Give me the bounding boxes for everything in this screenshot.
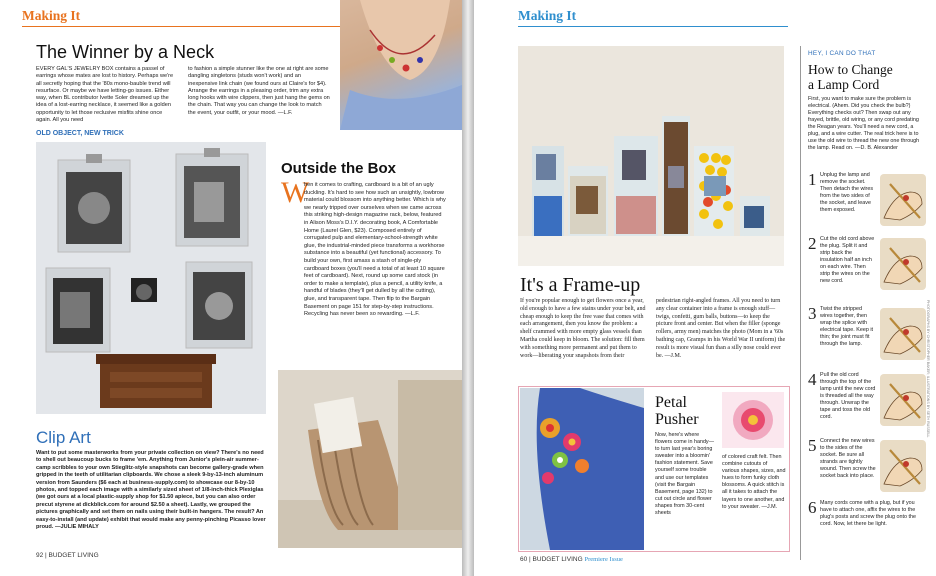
step-number-3: 3 <box>808 304 817 323</box>
gallery-illustration <box>36 142 266 414</box>
step-text-3: Twist the stripped wires together, then wrap the splice with electrical tape. Keep it thin; the joint must fit through the lamp. <box>820 306 874 347</box>
winner-col2: to fashion a simple stunner like the one at right are some dangling singletons (studs won't work) and an inexpensive link chain (we found ours at Claire's for $4). Arrange the earrings in a pleasing order, trim any extra long hooks with wire clippers, then just hang the gems on the chain. That way you can change the look to match the event, your outfit, or your mood. —L.F. <box>188 66 330 116</box>
vases-photo <box>518 46 784 266</box>
petal-title <box>655 394 699 428</box>
left-page <box>0 0 462 576</box>
clipboard-gallery-photo <box>36 142 266 414</box>
petal-title-line1: Petal <box>655 394 687 411</box>
right-folio: 60 | BUDGET LIVING Premiere Issue <box>520 556 623 563</box>
winner-col1: EVERY GAL'S JEWELRY BOX contains a passel of earrings whose mates are lost to history. Perhaps we're all secretly hoping that the '80s mono-bauble trend will resurface. Or maybe we have letting-go issues. Either way, when BL contributor Ivette Soler dreamed up the idea of a lost-earring necklace, it seemed like a golden opportunity to let those reclusive misfits shine once again. All you need <box>36 66 174 124</box>
kicker-rule <box>22 26 342 27</box>
step-illustration-3 <box>880 308 926 360</box>
right-page <box>474 0 936 576</box>
winner-title: The Winner by a Neck <box>36 42 215 62</box>
sweater-illustration <box>520 388 644 550</box>
step-number-1: 1 <box>808 170 817 189</box>
step-text-1: Unplug the lamp and remove the socket. Then detach the wires from the two sides of the socket, and leave them exposed. <box>820 172 874 213</box>
step-illustration-2 <box>880 238 926 290</box>
step-text-6: Many cords come with a plug, but if you have to attach one, affix the wires to the plug's posts and screw the plug onto the cord. Now, let there be light. <box>820 500 917 527</box>
step-illustration-1 <box>880 174 926 226</box>
box-body: hen it comes to crafting, cardboard is a bit of an ugly duckling. It's hard to see how such an unsightly, lowbrow material could blossom into anything better. Which is why we nearly tripped over ourselves when we came across this striking high-design magazine rack, below, featured in Alison Moss's D.I.Y. decorating book, A Comfortable Home (Laurel Glen, $23). Composed entirely of corrugated pulp and elementary-school-strength white glue, the industrial-minded piece transforms a workhorse substance into a beautiful (yet functional) accessory. To build your own, first amass a stash of single-ply cardboard boxes (you'll need a total of at least 10 square feet of cardboard). Next, round up some card stock (in order to make a template), plus a pencil, a utility knife, a handful of blades (they'll get dulled by all the cutting), glue, and transparent tape. Then flip to the Bargain Basement on page 151 for step-by-step instructions. Recycling has never been so rewarding. —L.F. <box>304 182 446 318</box>
left-folio-number: 92 <box>36 552 44 559</box>
clip-body: Want to put some masterworks from your private collection on view? There's no need to shell out beaucoup bucks to frame 'em. Anything from Junior's plein-air summer-camp scribbles to your own Stieglitz-style snapshots can become gallery-grade when gripped in the teeth of utilitarian clipboards. We chose a sleek 9-by-13-inch aluminum version from Saunders ($6 each at business-supply.com) to showcase our 8-by-10 photos, and topped each image with a similarly sized sheet of 1/8-inch-thick Plexiglas (we got ours at a local plastic-supply shop for $1.50 apiece, but you can also order precut styrene at dickblick.com for around $2.50 a sheet). Lastly, we grouped the pictures graphically and set them on nails using their built-in hangers. The result? An easy-to-install (and update) exhibit that would make any penny-pinching Picasso lover proud. —JULIE MIHALY <box>36 450 266 531</box>
lamp-title-line1: How to Change <box>808 62 893 77</box>
frame-col1: If you're popular enough to get flowers once a year, old enough to have a few stains under your belt, and cheap enough to keep the free vase that comes with each arrangement, then you know the problem: a shelf crammed with more empty glass vessels than Martha could keep in bloom. The solution: fill them with something more permanent and put them to work—liberating your snapshots from their <box>520 298 646 359</box>
box-title: Outside the Box <box>281 160 397 177</box>
lamp-title <box>808 62 893 92</box>
step-number-4: 4 <box>808 370 817 389</box>
step-number-6: 6 <box>808 498 817 517</box>
right-folio-issue: Premiere Issue <box>584 556 623 563</box>
right-folio-name: BUDGET LIVING <box>532 556 583 563</box>
clip-title: Clip Art <box>36 428 91 447</box>
spine-gutter <box>462 0 474 576</box>
step-text-2: Cut the old cord above the plug. Split it and strip back the insulation half an inch on each wire. Then strip the wires on the new cord. <box>820 236 875 284</box>
step-number-5: 5 <box>808 436 817 455</box>
section-label: OLD OBJECT, NEW TRICK <box>36 130 124 137</box>
vases-illustration <box>518 46 784 266</box>
step-text-5: Connect the new wires to the sides of the socket. Be sure all strands are tightly wound. Then screw the socket back into place. <box>820 438 876 479</box>
necklace-illustration <box>340 0 462 130</box>
lamp-intro: First, you want to make sure the problem is electrical. (Ahem. Did you check the bulb?) Everything checks out? Then swap out any frayed, brittle, old wiring, or any cord predating the Reagan years. You'll need a new cord, a plug, and a wire cutter. The real trick here is to use the old wire to thread the new one through the lamp. Read on. —D. B. Alexander <box>808 96 920 151</box>
left-folio-name: BUDGET LIVING <box>48 552 99 559</box>
step-illustration-5 <box>880 440 926 492</box>
necklace-photo <box>340 0 462 130</box>
rack-illustration <box>278 370 462 548</box>
left-folio: 92 | BUDGET LIVING <box>36 552 99 559</box>
frame-title: It's a Frame-up <box>520 274 641 296</box>
left-kicker: Making It <box>22 8 81 23</box>
sweater-photo <box>520 388 644 550</box>
right-kicker: Making It <box>518 8 577 23</box>
petal-col1: Now, here's where flowers come in handy—to turn last year's boring sweater into a bloomin' fashion statement. Save yourself some trouble and use our templates (visit the Bargain Basement, page 132) to cut out circle and flower shapes from 30-cent sheets <box>655 432 715 517</box>
right-folio-number: 60 <box>520 556 528 563</box>
sidebar-rule <box>800 46 801 560</box>
step-text-4: Pull the old cord through the top of the lamp until the new cord is threaded all the way through. Unwrap the tape and toss the old cord. <box>820 372 876 420</box>
petal-col2: of colored craft felt. Then combine cutouts of various shapes, sizes, and hues to form funky cloth blossoms. A quick stitch is all it takes to attach the layers to one another, and to your sweater. —J.M. <box>722 454 786 510</box>
lamp-title-line2: a Lamp Cord <box>808 77 880 92</box>
petal-title-line2: Pusher <box>655 411 699 428</box>
box-dropcap: W <box>281 176 310 209</box>
felt-flower-photo <box>722 392 784 448</box>
step-illustration-4 <box>880 374 926 426</box>
right-kicker-rule <box>518 26 788 27</box>
lamp-label: HEY, I CAN DO THAT <box>808 50 876 57</box>
frame-col2: pedestrian right-angled frames. All you need to turn any clear container into a frame is enough stuff—twigs, confetti, gum balls, buttons—to keep the picture front and center. But when the filler (sponge rollers, army men) matches the photo (Mom in a '60s bathing cap, Gramps in his World War II uniform) the result is more visual fun than a silly nose could ever be. —J.M. <box>656 298 786 359</box>
cardboard-rack-photo <box>278 370 462 548</box>
step-number-2: 2 <box>808 234 817 253</box>
photo-credit: PHOTOGRAPHS BY CHRISTOPHER BAKER; ILLUSTRATIONS BY SETH RUSSELL <box>926 300 930 438</box>
felt-flower-illustration <box>722 392 784 448</box>
